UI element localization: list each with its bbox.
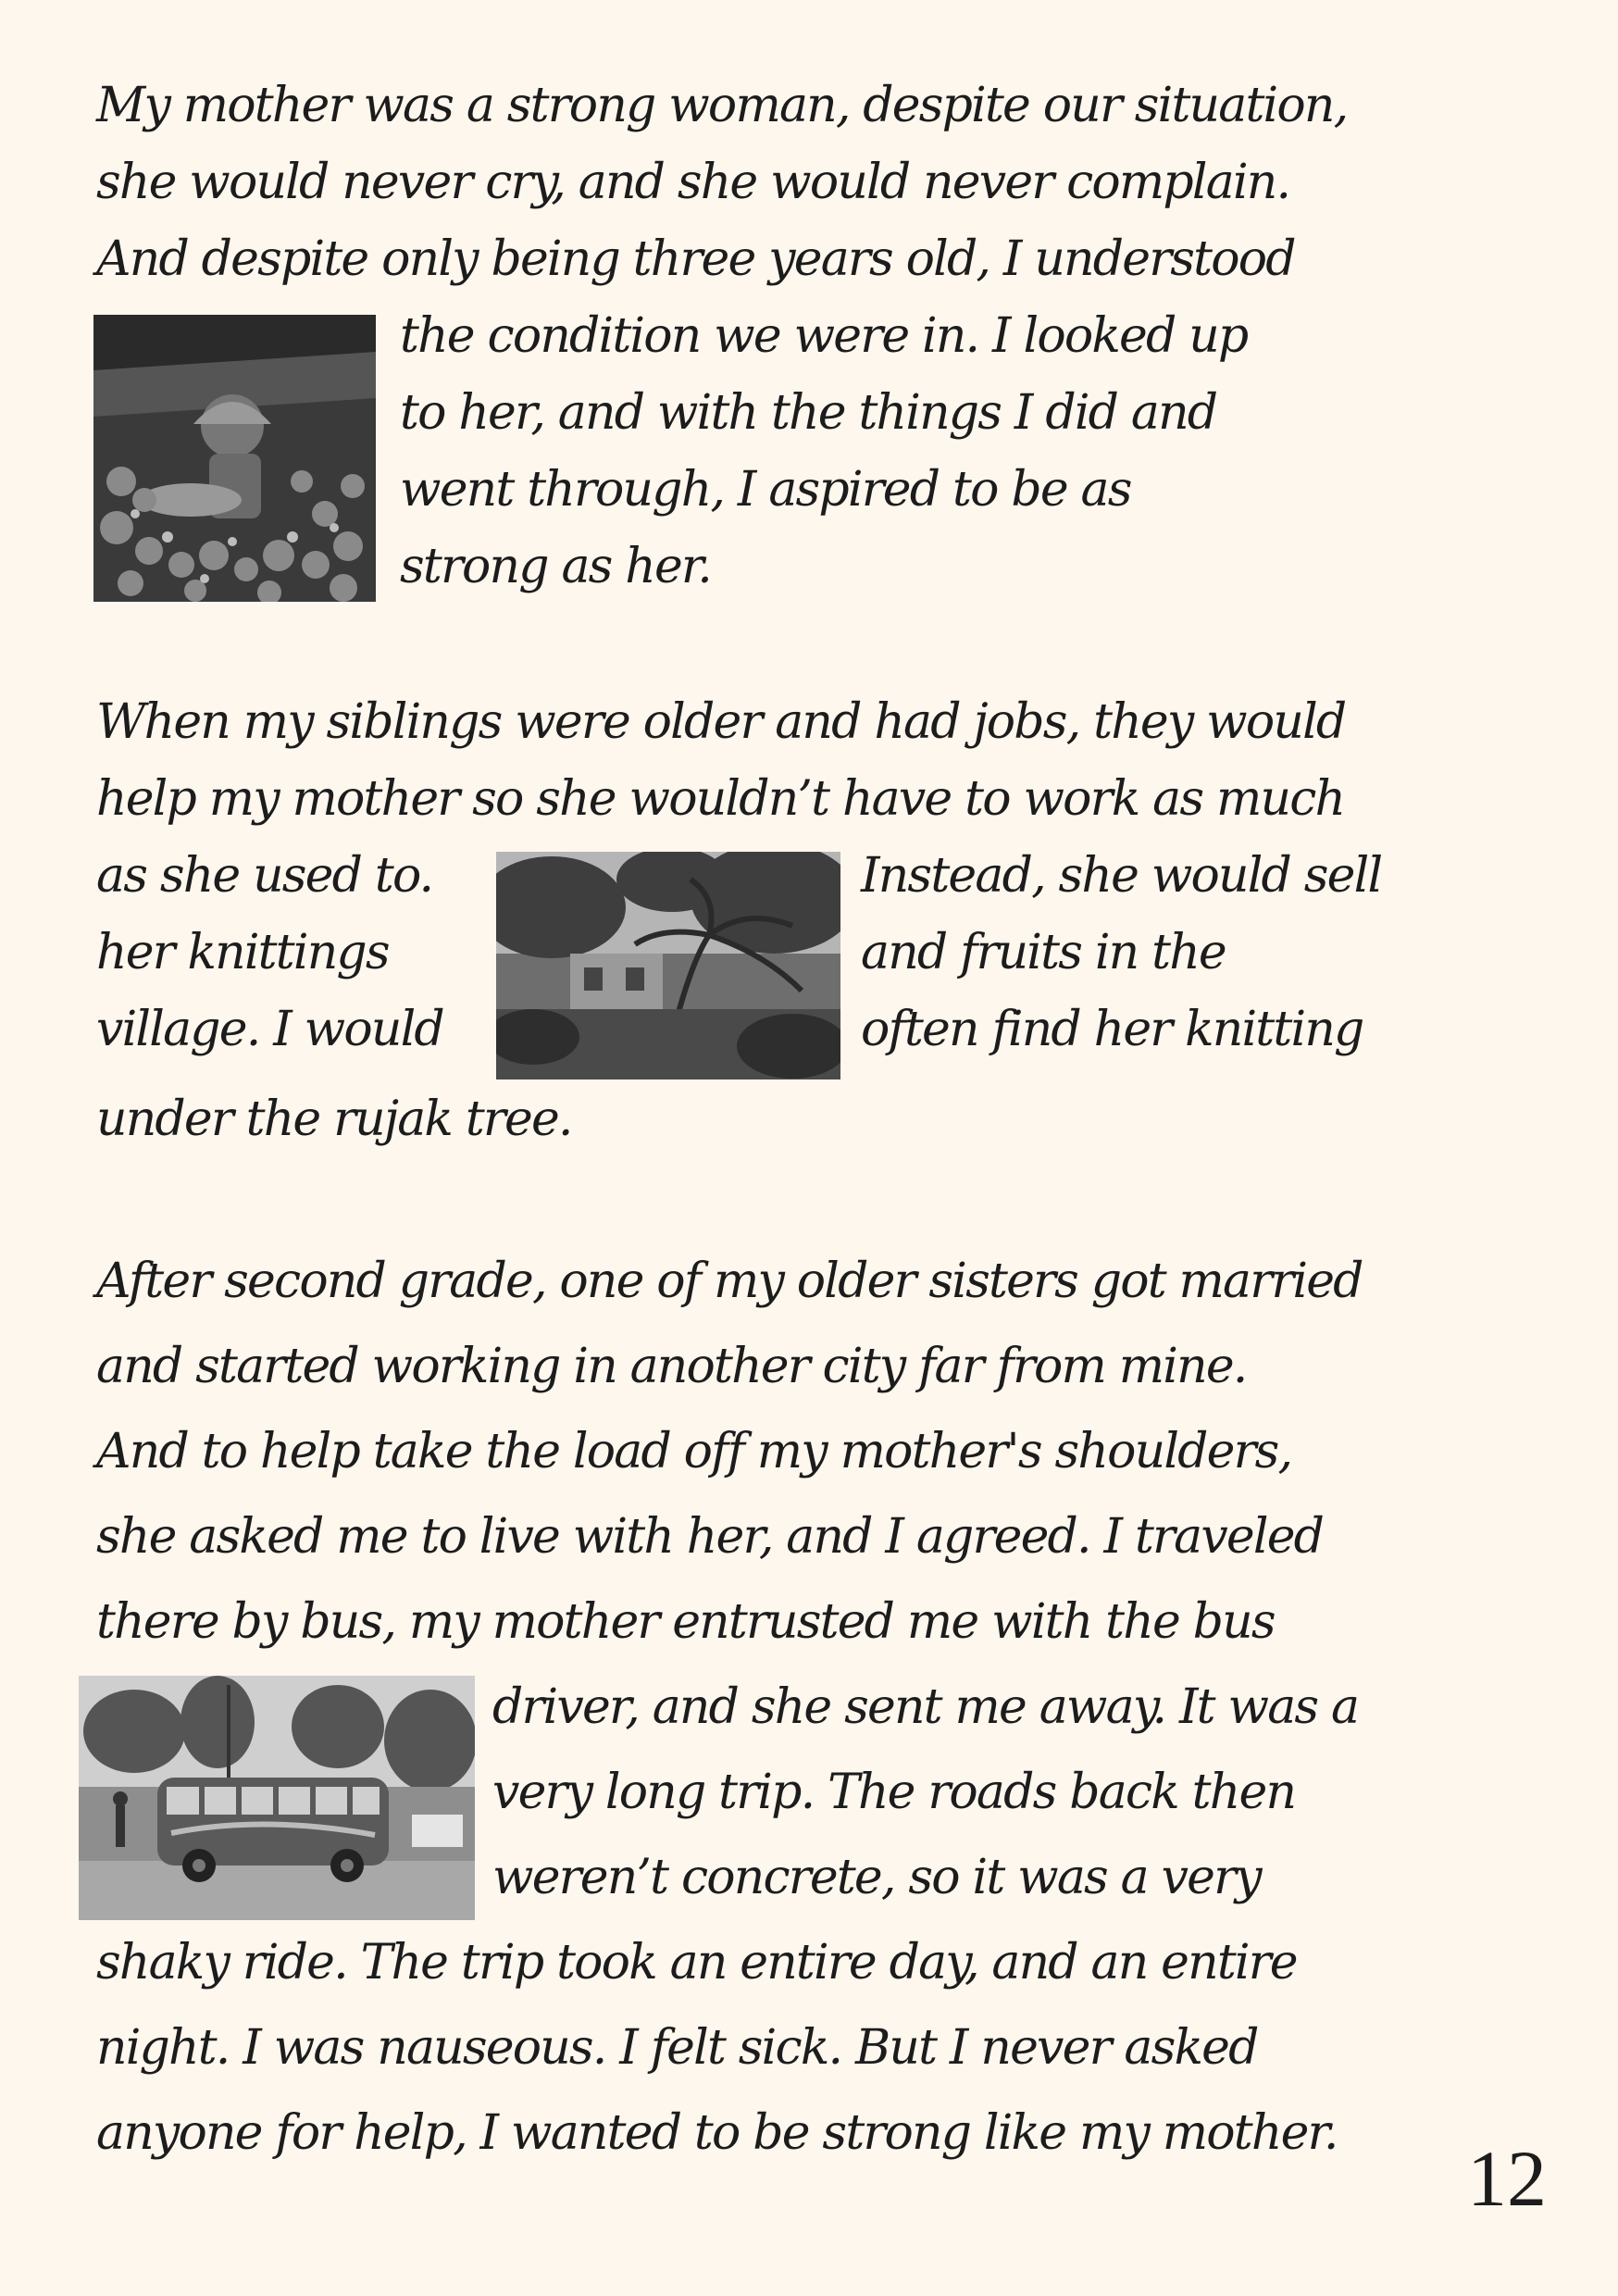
text-line: After second grade, one of my older sisters got married <box>96 1254 1363 1309</box>
text-line: help my mother so she wouldn’t have to work as much <box>96 771 1345 827</box>
text-line: weren’t concrete, so it was a very <box>492 1850 1261 1905</box>
text-line: very long trip. The roads back then <box>492 1765 1296 1820</box>
text-line: she asked me to live with her, and I agreed. I traveled <box>96 1509 1324 1565</box>
text-line: driver, and she sent me away. It was a <box>492 1679 1359 1735</box>
text-line: village. I would <box>96 1002 443 1057</box>
garden-tree-illustration <box>496 852 840 1079</box>
text-line: went through, I aspired to be as <box>400 462 1131 518</box>
text-line: strong as her. <box>400 539 712 594</box>
bus-photo <box>79 1676 475 1920</box>
text-line: My mother was a strong woman, despite our situation, <box>96 78 1348 133</box>
text-line: her knittings <box>96 925 389 980</box>
text-line: she would never cry, and she would never complain. <box>96 155 1290 210</box>
page-number: 12 <box>1467 2134 1547 2223</box>
text-line: night. I was nauseous. I felt sick. But I never asked <box>96 2020 1258 2076</box>
text-line: there by bus, my mother entrusted me with the bus <box>96 1594 1275 1650</box>
text-line: and fruits in the <box>861 925 1226 980</box>
text-line: the condition we were in. I looked up <box>400 308 1248 364</box>
garden-tree-photo <box>496 852 840 1079</box>
text-line: under the rujak tree. <box>96 1092 572 1147</box>
market-vendor-illustration <box>93 315 376 602</box>
bus-illustration <box>79 1676 475 1920</box>
text-line: shaky ride. The trip took an entire day, and an entire <box>96 1935 1297 1990</box>
text-line: Instead, she would sell <box>861 848 1382 904</box>
text-line: and started working in another city far from mine. <box>96 1339 1247 1394</box>
market-vendor-photo <box>93 315 376 602</box>
text-line: And despite only being three years old, I understood <box>96 231 1295 287</box>
text-line: When my siblings were older and had jobs, they would <box>96 694 1346 750</box>
text-line: often find her knitting <box>861 1002 1363 1057</box>
text-line: And to help take the load off my mother's shoulders, <box>96 1424 1292 1479</box>
text-line: anyone for help, I wanted to be strong like my mother. <box>96 2105 1338 2161</box>
text-line: as she used to. <box>96 848 433 904</box>
text-line: to her, and with the things I did and <box>400 385 1217 441</box>
